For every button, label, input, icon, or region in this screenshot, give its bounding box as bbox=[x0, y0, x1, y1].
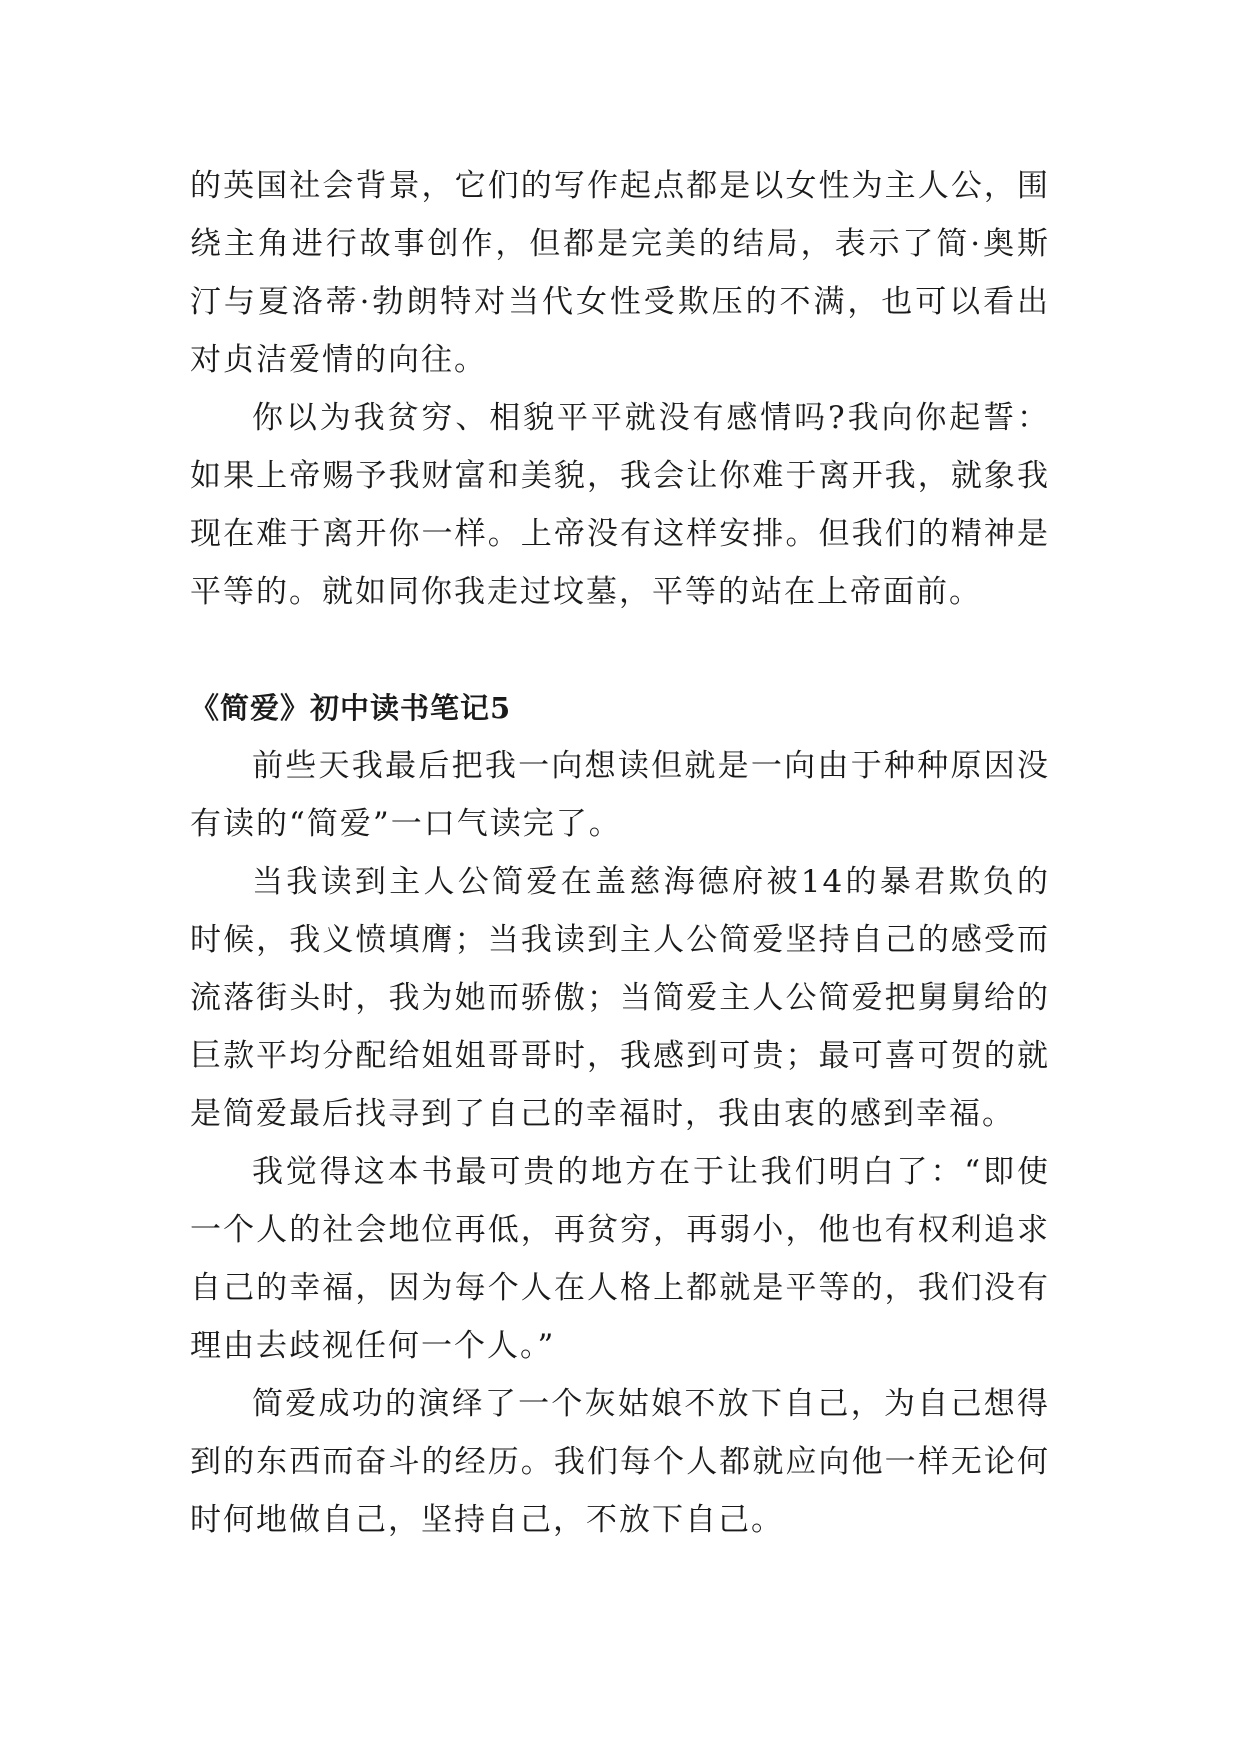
paragraph-quote: 你以为我贫穷、相貌平平就没有感情吗?我向你起誓：如果上帝赐予我财富和美貌，我会让你难于离开我，就象我现在难于离开你一样。上帝没有这样安排。但我们的精神是平等的。就如同你我走过坟墓，平等的站在上帝面前。 bbox=[190, 400, 1050, 610]
paragraph: 前些天我最后把我一向想读但就是一向由于种种原因没有读的“简爱”一口气读完了。 bbox=[190, 748, 1050, 842]
paragraph-continuation: 的英国社会背景，它们的写作起点都是以女性为主人公，围绕主角进行故事创作，但都是完美的结局，表示了简·奥斯汀与夏洛蒂·勃朗特对当代女性受欺压的不满，也可以看出对贞洁爱情的向往。 bbox=[190, 168, 1050, 378]
paragraph: 我觉得这本书最可贵的地方在于让我们明白了：“即使一个人的社会地位再低，再贫穷，再弱小，他也有权利追求自己的幸福，因为每个人在人格上都就是平等的，我们没有理由去歧视任何一个人。” bbox=[190, 1154, 1050, 1364]
section-heading: 《简爱》初中读书笔记5 bbox=[190, 691, 512, 725]
paragraph: 简爱成功的演绎了一个灰姑娘不放下自己，为自己想得到的东西而奋斗的经历。我们每个人都就应向他一样无论何时何地做自己，坚持自己，不放下自己。 bbox=[190, 1386, 1050, 1538]
paragraph: 当我读到主人公简爱在盖慈海德府被14的暴君欺负的时候，我义愤填膺；当我读到主人公简爱坚持自己的感受而流落街头时，我为她而骄傲；当简爱主人公简爱把舅舅给的巨款平均分配给姐姐哥哥时，我感到可贵；最可喜可贺的就是简爱最后找寻到了自己的幸福时，我由衷的感到幸福。 bbox=[190, 864, 1050, 1132]
document-body bbox=[190, 157, 1050, 1549]
